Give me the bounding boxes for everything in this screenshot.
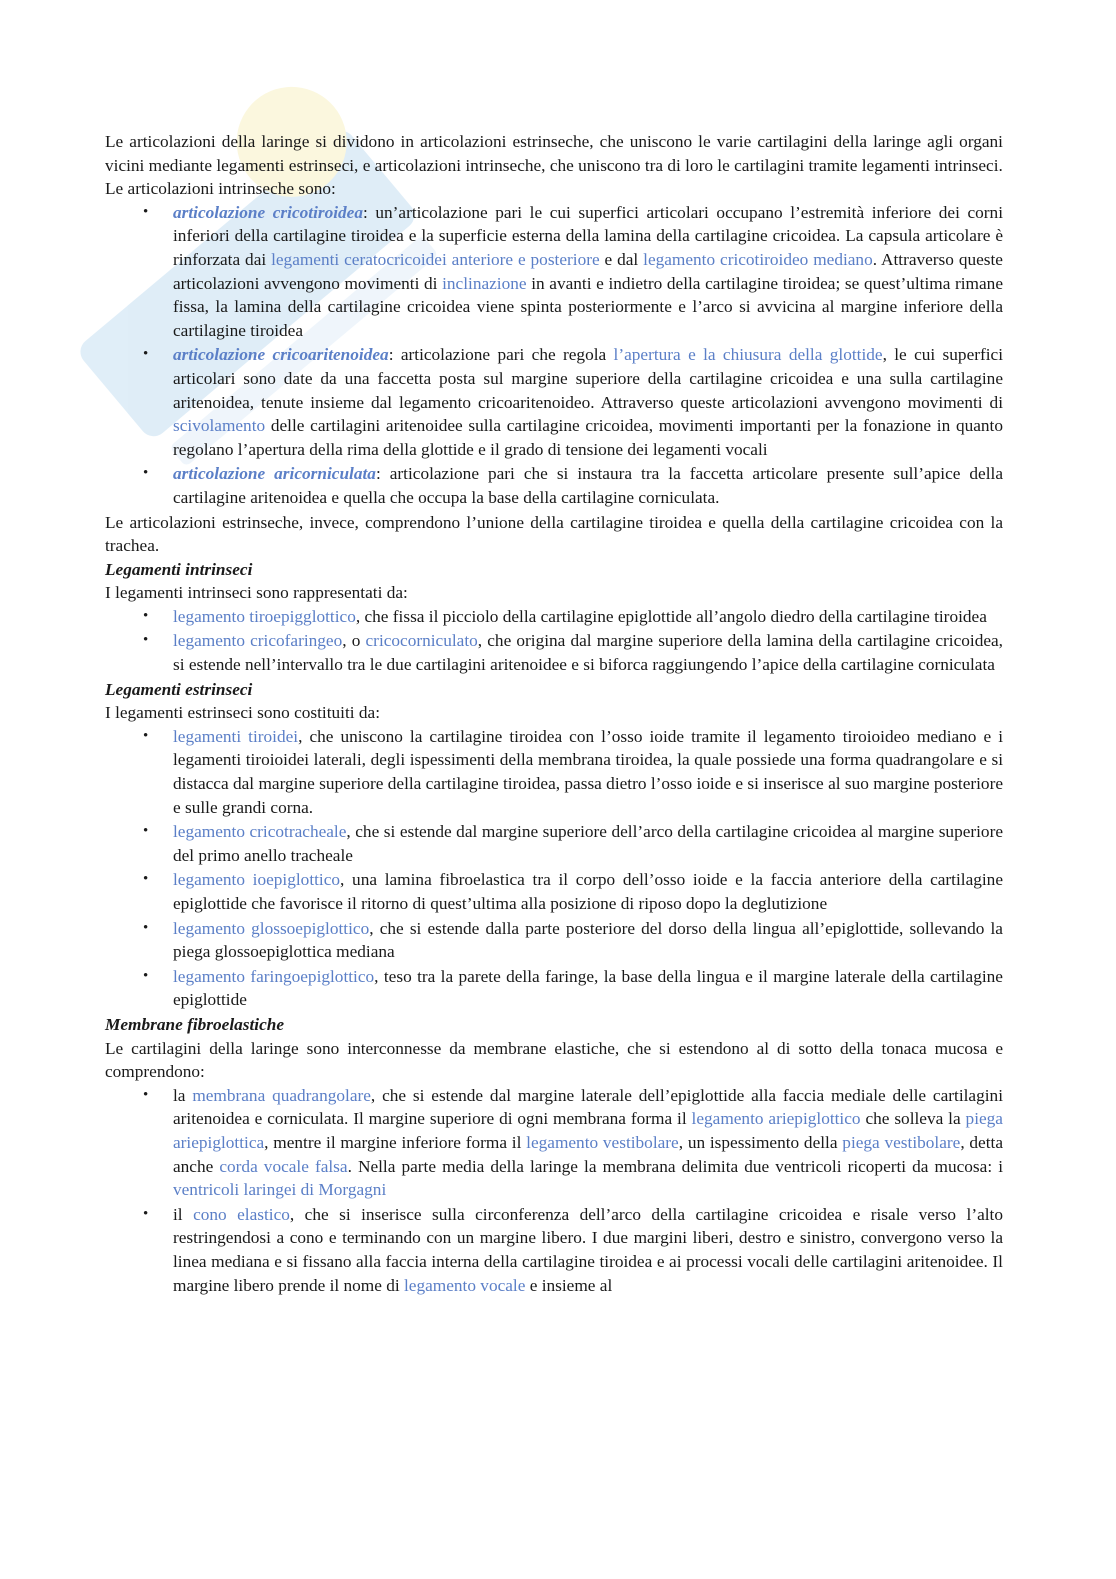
text-run: , che si inserisce sulla circonferenza dell’arco della cartilagine cricoidea e risale verso l’alto restringendosi a cono e terminando con un margine libero. I due margini liberi, destro e sinistro, convergono verso la linea mediana e si fissano alla faccia interna della cartilagine tiroidea e ai processi vocali delle cartilagini aritenoidee. Il margine libero prende il nome di [173,1204,1003,1295]
text-run: , che si estende dalla parte posteriore del dorso della lingua all’epiglottide, sollevando la piega glossoepiglottica mediana [173,918,1003,962]
membrane-list [105,1084,1003,1297]
term-link: legamento vocale [404,1275,526,1295]
list-item [173,868,1003,915]
intro-membrane: Le cartilagini della laringe sono interconnesse da membrane elastiche, che si estendono al di sotto della tonaca mucosa e comprendono: [105,1038,1003,1082]
text-run: in avanti e indietro della cartilagine tiroidea; se quest’ultima rimane fissa, la lamina della cartilagine cricoidea viene spinta posteriormente e l’arco si avvicina al margine inferiore della cartilagine tiroidea [173,273,1003,340]
term-link: legamento cricofaringeo [173,631,343,651]
list-item [173,1084,1003,1202]
legamenti-estrinseci-list [105,725,1003,1012]
text-run: : un’articolazione pari le cui superfici articolari occupano l’estremità inferiore dei corni inferiori della cartilagine tiroidea e la superficie esterna della lamina della cartilagine cricoidea. La capsula articolare è rinforzata dai [173,202,1003,269]
term-link: legamento ariepiglottico [691,1109,861,1129]
text-run: : articolazione pari che regola [388,345,614,365]
heading-legamenti-estrinseci: Legamenti estrinseci [105,679,253,699]
text-run: , che fissa il picciolo della cartilagine epiglottide all’angolo diedro della cartilagine tiroidea [355,606,987,626]
text-run: che solleva la [860,1109,966,1129]
text-run: , che origina dal margine superiore della lamina della cartilagine cricoidea, si estende nell’intervallo tra le due cartilagini aritenoidee e si biforca raggiungendo l’apice della cartilagine corniculata [173,631,1003,675]
term-link: legamenti tiroidei [173,726,299,746]
term-link: legamento glossoepiglottico [173,918,370,938]
text-run: e insieme al [525,1275,613,1295]
text-run: , un ispessimento della [678,1132,843,1152]
term-link: cricocorniculato [365,631,478,651]
intro-legamenti-intrinseci: I legamenti intrinseci sono rappresentati da: [105,583,408,603]
text-run: : articolazione pari che si instaura tra la faccetta articolare presente sull’apice della cartilagine aritenoidea e quella che occupa la base della cartilagine corniculata. [173,464,1003,507]
text-run: e dal [599,249,644,269]
text-run: delle cartilagini aritenoidee sulla cartilagine cricoidea, movimenti importanti per la fonazione in quanto regolano l’apertura della rima della glottide e il grado di tensione dei legamenti vocali [173,416,1003,459]
text-run: , teso tra la parete della faringe, la base della lingua e il margine laterale della cartilagine epiglottide [173,966,1003,1010]
term-link: legamento cricotracheale [173,822,347,842]
term-heading: articolazione aricorniculata [173,464,376,484]
term-link: legamento vestibolare [526,1132,679,1152]
text-run: , mentre il margine inferiore forma il [264,1132,527,1152]
text-run: , che uniscono la cartilagine tiroidea con l’osso ioide tramite il legamento tiroioideo mediano e i legamenti tiroioidei laterali, degli ispessimenti della membrana tiroidea, la quale possiede una forma quadrangolare e si distacca dal margine superiore della cartilagine tiroidea, passa dietro l’osso ioide e si inserisce al suo margine posteriore e sulle grandi corna. [173,726,1003,817]
text-run: Le articolazioni della laringe si dividono in articolazioni estrinseche, che uniscono le varie cartilagini della laringe agli organi vicini mediante legamenti estrinseci, e articolazioni intrinseche, che uniscono tra di loro le cartilagini tramite legamenti intrinseci. [105,132,1003,175]
term-link: legamento ioepiglottico [173,870,341,890]
heading-legamenti-intrinseci: Legamenti intrinseci [105,559,253,579]
term-heading: articolazione cricotiroidea [173,202,363,222]
term-link: legamento tiroepigglottico [173,606,356,626]
term-link: legamento cricotiroideo mediano [643,249,873,269]
text-run: . Attraverso queste articolazioni avvengono movimenti di [173,249,1003,293]
articolazioni-list [105,201,1003,510]
term-heading: articolazione cricoaritenoidea [173,345,389,365]
text-run: , le cui superfici articolari sono date da una faccetta posta sul margine superiore della cartilagine cricoidea e una sulla cartilagine aritenoidea, tenute insieme dal legamento cricoaritenoideo. Attraverso queste articolazioni avvengono movimenti di [173,345,1004,412]
list-item [173,343,1003,461]
document-page [105,130,1003,1298]
term-link: legamenti ceratocricoidei anteriore e posteriore [271,249,600,269]
text-run: , o [342,631,366,651]
intro-paragraph [105,130,1003,177]
legamenti-intrinseci-list [105,605,1003,677]
list-item [173,605,1003,629]
text-run: , che si estende dal margine superiore dell’arco della cartilagine cricoidea al margine superiore del primo anello tracheale [173,822,1003,865]
list-item [173,629,1003,676]
heading-membrane-fibroelastiche: Membrane fibroelastiche [105,1014,285,1034]
text-run: , che si estende dal margine laterale dell’epiglottide alla faccia mediale delle cartilagini aritenoidea e corniculata. Il margine superiore di ogni membrana forma il [173,1085,1003,1129]
intro-intrinseche [105,177,1003,201]
term-link: ventricoli laringei di Morgagni [173,1180,387,1200]
text-run: il [173,1204,194,1224]
list-item [173,462,1003,509]
term-link: scivolamento [173,416,266,436]
list-item [173,917,1003,964]
term-link: membrana quadrangolare [192,1085,371,1105]
text-run: , detta anche [173,1132,1003,1176]
term-link: piega vestibolare [842,1132,961,1152]
list-item [173,1203,1003,1297]
term-link: corda vocale falsa [219,1156,348,1176]
term-link: l’apertura e la chiusura della glottide [613,345,883,365]
term-link: piega ariepiglottica [173,1109,1003,1152]
term-link: inclinazione [442,273,527,293]
text-run: la [173,1085,193,1105]
term-link: cono elastico [193,1204,290,1224]
term-link: legamento faringoepiglottico [173,966,375,986]
text-run: , una lamina fibroelastica tra il corpo dell’osso ioide e la faccia anteriore della cartilagine epiglottide che favorisce il ritorno di quest’ultima alla posizione di riposo dopo la deglutizione [173,870,1003,913]
intro-legamenti-estrinseci: I legamenti estrinseci sono costituiti da: [105,703,380,723]
list-item [173,820,1003,867]
text-run: . Nella parte media della laringe la membrana delimita due ventricoli ricoperti da mucosa: i [347,1156,1003,1176]
text-run: Le articolazioni intrinseche sono: [105,179,336,199]
list-item [173,201,1003,343]
list-item [173,965,1003,1012]
estrinseche-paragraph: Le articolazioni estrinseche, invece, comprendono l’unione della cartilagine tiroidea e quella della cartilagine cricoidea con la trachea. [105,512,1003,556]
list-item [173,725,1003,819]
